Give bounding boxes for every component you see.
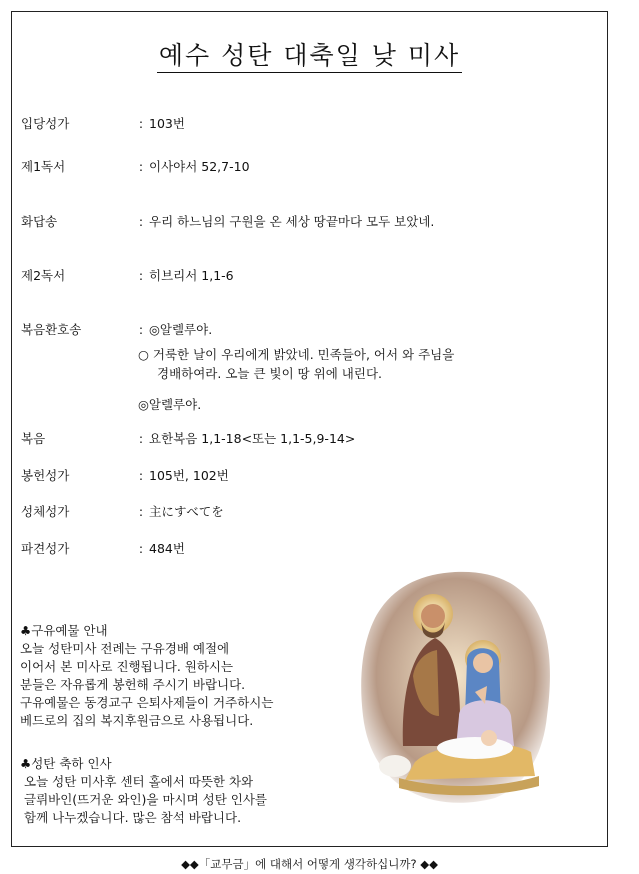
acclamation-line: ○ 거룩한 날이 우리에게 밝았네. 민족들아, 어서 와 주님을 [138, 347, 455, 362]
notice-line: 베드로의 집의 복지후원금으로 사용됩니다. [20, 713, 254, 728]
row-label: 제1독서 [21, 159, 66, 174]
colon: : [138, 159, 144, 174]
row-communion-hymn [21, 502, 224, 520]
row-first-reading [21, 157, 250, 175]
footer-note: ◆◆「교무금」에 대해서 어떻게 생각하십니까? ◆◆ [181, 857, 438, 871]
colon: : [138, 541, 144, 556]
notice-line: 오늘 성탄미사 전례는 구유경배 예절에 [20, 641, 230, 656]
row-value: 우리 하느님의 구원을 온 세상 땅끝마다 모두 보았네. [149, 214, 435, 229]
acclamation-line: 경배하여라. 오늘 큰 빛이 땅 위에 내린다. [157, 366, 382, 381]
row-value: 105번, 102번 [149, 468, 229, 483]
greeting-line: 함께 나누겠습니다. 많은 참석 바랍니다. [24, 810, 242, 825]
colon: : [138, 214, 144, 229]
nativity-illustration [355, 566, 555, 806]
row-label: 복음 [21, 431, 46, 446]
row-value: 484번 [149, 541, 185, 556]
row-label: 화답송 [21, 214, 58, 229]
row-value: 히브리서 1,1-6 [149, 268, 234, 283]
colon: : [138, 268, 144, 283]
colon: : [138, 116, 144, 131]
notice-heading: ♣구유예물 안내 [20, 623, 108, 638]
row-offertory-hymn [21, 466, 229, 484]
crib-offering-notice [20, 622, 273, 730]
colon: : [138, 431, 144, 446]
row-label: 입당성가 [21, 116, 70, 131]
acclamation-text [138, 345, 454, 383]
row-label: 봉헌성가 [21, 468, 70, 483]
acclamation-alleluia: ◎알렐루야. [138, 397, 202, 412]
row-value: 요한복음 1,1-18<또는 1,1-5,9-14> [149, 431, 356, 446]
holy-family-icon [355, 566, 555, 806]
row-label: 성체성가 [21, 504, 70, 519]
notice-line: 이어서 본 미사로 진행됩니다. 원하시는 [20, 659, 234, 674]
greeting-heading: ♣성탄 축하 인사 [20, 756, 112, 771]
colon: : [138, 504, 144, 519]
colon: : [138, 322, 144, 337]
row-label: 제2독서 [21, 268, 66, 283]
row-second-reading [21, 266, 234, 284]
row-value: ◎알렐루야. [149, 322, 213, 337]
row-gospel-acclamation [21, 320, 212, 338]
colon: : [138, 468, 144, 483]
row-psalm [21, 212, 434, 230]
row-value: 103번 [149, 116, 185, 131]
row-label: 파견성가 [21, 541, 70, 556]
row-gospel [21, 429, 355, 447]
page-title: 예수 성탄 대축일 낮 미사 [0, 36, 619, 72]
row-recessional-hymn [21, 539, 185, 557]
row-entrance-hymn [21, 114, 185, 132]
christmas-greeting [20, 755, 267, 827]
notice-line: 구유예물은 동경교구 은퇴사제들이 거주하시는 [20, 695, 274, 710]
row-value: 이사야서 52,7-10 [149, 159, 250, 174]
greeting-line: 오늘 성탄 미사후 센터 홀에서 따뜻한 차와 [24, 774, 254, 789]
row-value: 主にすべてを [149, 504, 224, 519]
greeting-line: 글뤼바인(뜨거운 와인)을 마시며 성탄 인사를 [24, 792, 267, 807]
notice-line: 분들은 자유롭게 봉헌해 주시기 바랍니다. [20, 677, 246, 692]
row-label: 복음환호송 [21, 322, 82, 337]
